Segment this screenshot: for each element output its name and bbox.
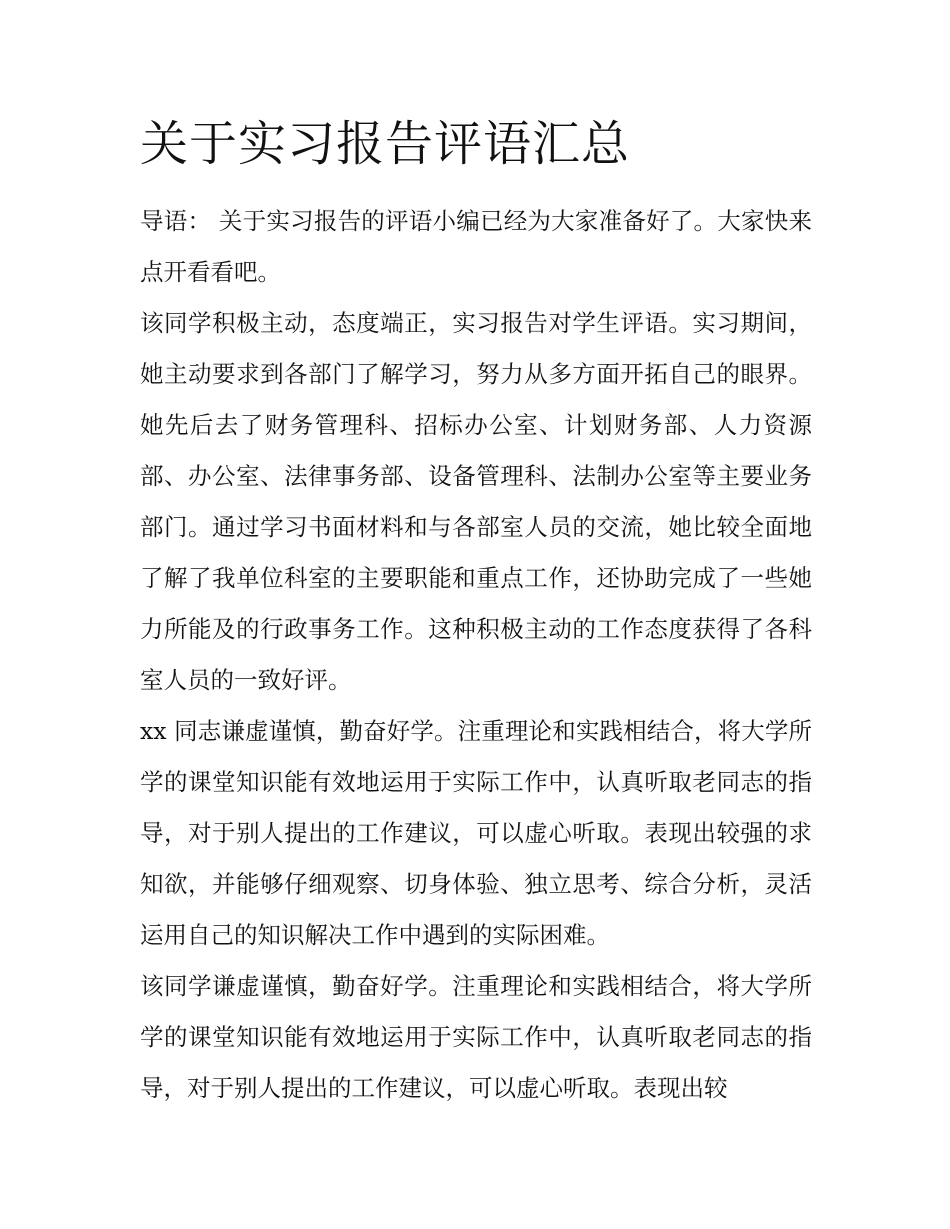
body-paragraph: xx 同志谦虚谨慎，勤奋好学。注重理论和实践相结合，将大学所学的课堂知识能有效地运用于实际工作中，认真听取老同志的指导，对于别人提出的工作建议，可以虚心听取。表现出较强的求知欲，并能够仔细观察、切身体验、独立思考、综合分析，灵活运用自己的知识解决工作中遇到的实际困难。 — [140, 717, 812, 949]
document-page — [140, 112, 812, 1114]
intro-paragraph: 导语： 关于实习报告的评语小编已经为大家准备好了。大家快来点开看看吧。 — [140, 207, 812, 286]
body-paragraph: 该同学积极主动，态度端正，实习报告对学生评语。实习期间，她主动要求到各部门了解学习，努力从多方面开拓自己的眼界。她先后去了财务管理科、招标办公室、计划财务部、人力资源部、办公室、法律事务部、设备管理科、法制办公室等主要业务部门。通过学习书面材料和与各部室人员的交流，她比较全面地了解了我单位科室的主要职能和重点工作，还协助完成了一些她力所能及的行政事务工作。这种积极主动的工作态度获得了各科室人员的一致好评。 — [140, 309, 812, 694]
body-paragraph: 该同学谦虚谨慎，勤奋好学。注重理论和实践相结合，将大学所学的课堂知识能有效地运用于实际工作中，认真听取老同志的指导，对于别人提出的工作建议，可以虚心听取。表现出较 — [140, 972, 812, 1102]
document-title: 关于实习报告评语汇总 — [140, 116, 631, 172]
